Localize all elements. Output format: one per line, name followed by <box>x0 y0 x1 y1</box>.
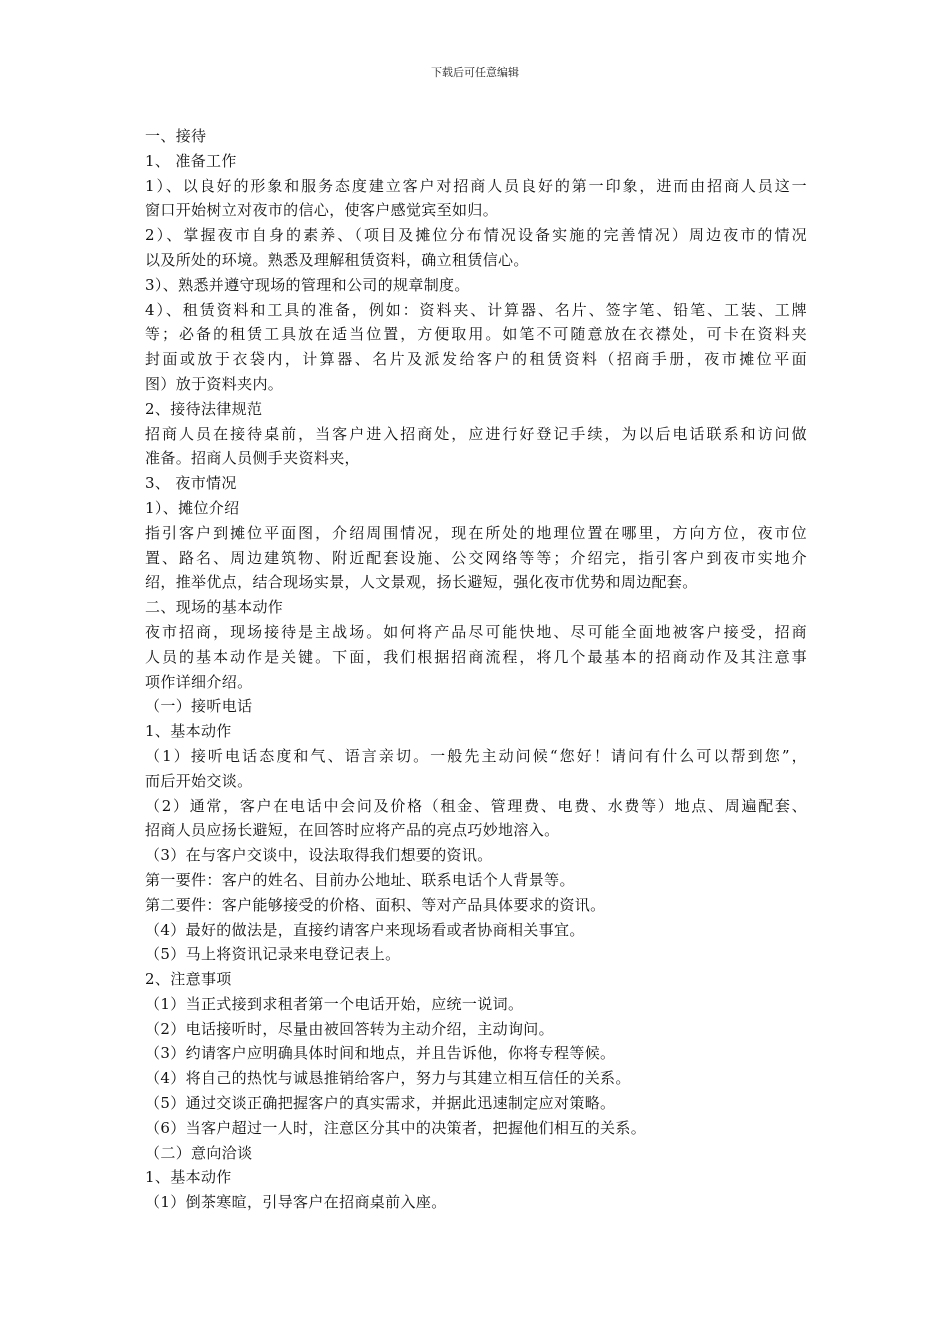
text-line: 1、基本动作 <box>145 1168 232 1187</box>
text-line: 2）、掌握夜市自身的素养、（项目及摊位分布情况设备实施的完善情况）周边夜市的情况 <box>145 226 807 245</box>
text-line: （一）接听电话 <box>145 697 253 716</box>
text-line: （5）马上将资讯记录来电登记表上。 <box>145 945 401 964</box>
text-line: 招商人员应扬长避短，在回答时应将产品的亮点巧妙地溶入。 <box>145 821 560 840</box>
document-body <box>145 124 807 1215</box>
text-line: 一、接待 <box>145 127 207 145</box>
text-line: 1）、以良好的形象和服务态度建立客户对招商人员良好的第一印象，进而由招商人员这一 <box>145 176 807 195</box>
text-line: 招商人员在接待桌前，当客户进入招商处，应进行好登记手续，为以后电话联系和访问做 <box>145 424 807 443</box>
text-line: 3）、熟悉并遵守现场的管理和公司的规章制度。 <box>145 275 470 294</box>
text-line: （1）当正式接到求租者第一个电话开始，应统一说词。 <box>145 994 524 1013</box>
text-line: 第二要件：客户能够接受的价格、面积、等对产品具体要求的资讯。 <box>145 895 606 914</box>
text-line: （3）约请客户应明确具体时间和地点，并且告诉他，你将专程等候。 <box>145 1044 616 1063</box>
text-line: 2、接待法律规范 <box>145 399 263 418</box>
page-header: 下载后可任意编辑 <box>431 66 519 79</box>
text-line: 4）、租赁资料和工具的准备，例如：资料夹、计算器、名片、签字笔、铅笔、工装、工牌 <box>145 300 807 319</box>
text-line: 项作详细介绍。 <box>145 672 253 691</box>
text-line: 1、 准备工作 <box>145 151 237 170</box>
text-line: （5）通过交谈正确把握客户的真实需求，并据此迅速制定应对策略。 <box>145 1094 616 1113</box>
text-line: 2、注意事项 <box>145 970 232 989</box>
text-line: 指引客户到摊位平面图，介绍周围情况，现在所处的地理位置在哪里，方向方位，夜市位 <box>145 523 807 542</box>
text-line: （2）通常，客户在电话中会问及价格（租金、管理费、电费、水费等）地点、周遍配套、 <box>145 796 807 815</box>
text-line: （1）接听电话态度和气、语言亲切。一般先主动问候“您好！请问有什么可以帮到您”， <box>145 746 807 765</box>
text-line: （3）在与客户交谈中，设法取得我们想要的资讯。 <box>145 846 493 865</box>
text-line: 第一要件：客户的姓名、目前办公地址、联系电话个人背景等。 <box>145 870 575 889</box>
text-line: （4）将自己的热忱与诚恳推销给客户，努力与其建立相互信任的关系。 <box>145 1069 631 1088</box>
text-line: 以及所处的环境。熟悉及理解租赁资料，确立租赁信心。 <box>145 250 529 269</box>
text-line: 而后开始交谈。 <box>145 771 253 790</box>
text-line: 3、 夜市情况 <box>145 474 237 493</box>
text-line: 1）、摊位介绍 <box>145 498 240 517</box>
text-line: 置、路名、周边建筑物、附近配套设施、公交网络等等；介绍完，指引客户到夜市实地介 <box>145 548 807 567</box>
text-line: （6）当客户超过一人时，注意区分其中的决策者，把握他们相互的关系。 <box>145 1118 647 1137</box>
text-line: （1）倒茶寒暄，引导客户在招商桌前入座。 <box>145 1193 447 1212</box>
text-line: 窗口开始树立对夜市的信心，使客户感觉宾至如归。 <box>145 201 499 220</box>
text-line: 人员的基本动作是关键。下面，我们根据招商流程，将几个最基本的招商动作及其注意事 <box>145 647 807 666</box>
text-line: 等；必备的租赁工具放在适当位置，方便取用。如笔不可随意放在衣襟处，可卡在资料夹 <box>145 325 807 344</box>
text-line: 封面或放于衣袋内，计算器、名片及派发给客户的租赁资料（招商手册，夜市摊位平面 <box>145 350 807 369</box>
text-line: 1、基本动作 <box>145 722 232 741</box>
text-line: 绍，推举优点，结合现场实景，人文景观，扬长避短，强化夜市优势和周边配套。 <box>145 573 698 592</box>
text-line: 二、现场的基本动作 <box>145 598 284 617</box>
text-line: 夜市招商，现场接待是主战场。如何将产品尽可能快地、尽可能全面地被客户接受，招商 <box>145 622 807 641</box>
text-line: （二）意向洽谈 <box>145 1143 253 1162</box>
text-line: （4）最好的做法是，直接约请客户来现场看或者协商相关事宜。 <box>145 920 585 939</box>
text-line: 准备。招商人员侧手夹资料夹， <box>145 449 360 468</box>
text-line: 图）放于资料夹内。 <box>145 374 284 393</box>
text-line: （2）电话接听时，尽量由被回答转为主动介绍，主动询问。 <box>145 1019 554 1038</box>
